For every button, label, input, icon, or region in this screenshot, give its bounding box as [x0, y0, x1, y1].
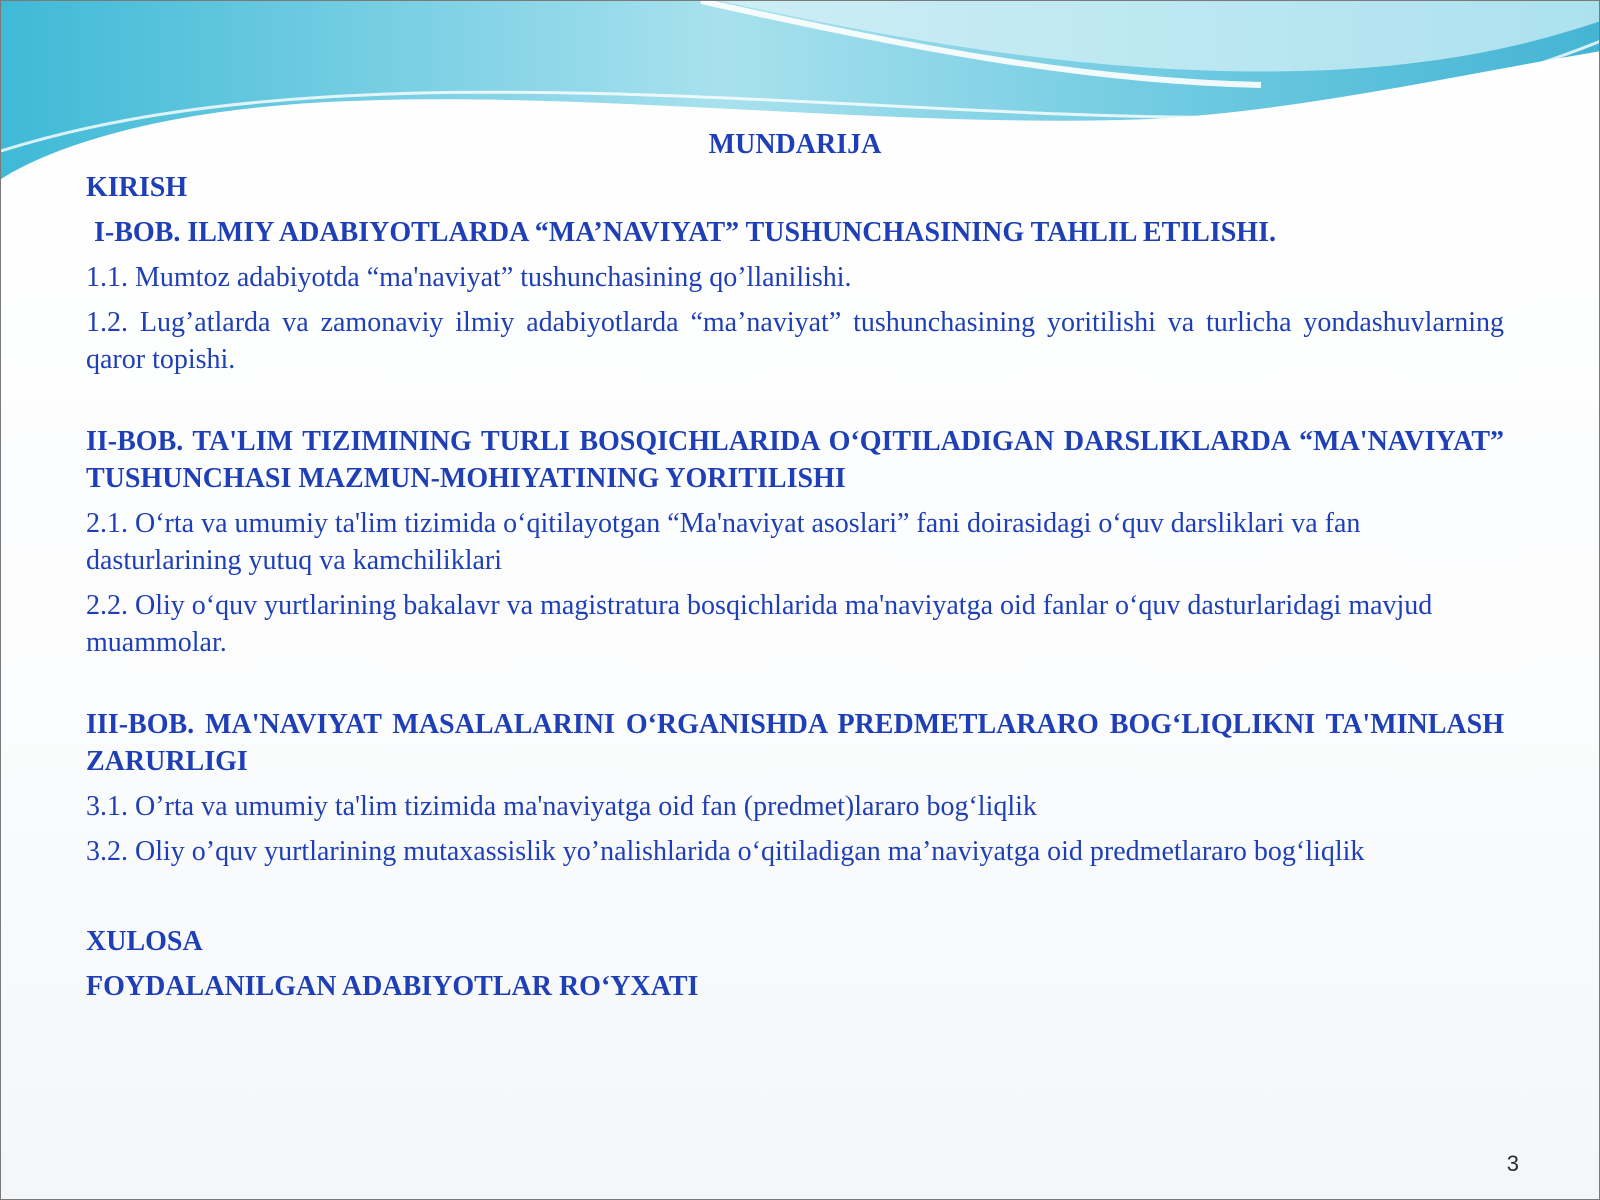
page-title: MUNDARIJA — [708, 129, 882, 160]
page-number: 3 — [1506, 1151, 1519, 1176]
conclusion-heading: XULOSA — [86, 926, 203, 957]
section-1-2: 1.2. Lug’atlarda va zamonaviy ilmiy adabiyotlarda “ma’naviyat” tushunchasining yoritilishi va turlicha yondashuvlarning qaror topishi. — [86, 307, 1504, 375]
chapter-1-heading: I-BOB. ILMIY ADABIYOTLARDA “MA’NAVIYAT” TUSHUNCHASINING TAHLIL ETILISHI. — [94, 217, 1276, 248]
spacer — [86, 386, 1504, 423]
section-2-2: 2.2. Oliy o‘quv yurtlarining bakalavr va magistratura bosqichlarida ma'naviyatga oid fanlar o‘quv dasturlaridagi mavjud muammolar. — [86, 590, 1433, 658]
chapter-2-heading: II-BOB. TA'LIM TIZIMINING TURLI BOSQICHLARIDA O‘QITILADIGAN DARSLIKLARDA “MA'NAVIYAT” TUSHUNCHASI MAZMUN-MOHIYATINING YORITILISHI — [86, 426, 1504, 494]
chapter-3-heading: III-BOB. MA'NAVIYAT MASALALARINI O‘RGANISHDA PREDMETLARARO BOG‘LIQLIKNI TA'MINLASH ZARURLIGI — [86, 709, 1504, 777]
spacer — [86, 878, 1504, 923]
section-2-1: 2.1. O‘rta va umumiy ta'lim tizimida o‘qitilayotgan “Ma'naviyat asoslari” fani doirasidagi o‘quv darsliklari va fan dasturlarining yutuq va kamchiliklari — [86, 508, 1361, 576]
intro-heading: KIRISH — [86, 172, 188, 203]
references-heading: FOYDALANILGAN ADABIYOTLAR RO‘YXATI — [86, 971, 699, 1002]
table-of-contents — [86, 125, 1504, 1013]
section-3-1: 3.1. O’rta va umumiy ta'lim tizimida ma'naviyatga oid fan (predmet)lararo bog‘liqlik — [86, 791, 1037, 822]
section-1-1: 1.1. Mumtoz adabiyotda “ma'naviyat” tushunchasining qo’llanilishi. — [86, 262, 852, 293]
spacer — [86, 669, 1504, 706]
section-3-2: 3.2. Oliy o’quv yurtlarining mutaxassislik yo’nalishlarida o‘qitiladigan ma’naviyatga oid predmetlararo bog‘liqlik — [86, 836, 1365, 867]
